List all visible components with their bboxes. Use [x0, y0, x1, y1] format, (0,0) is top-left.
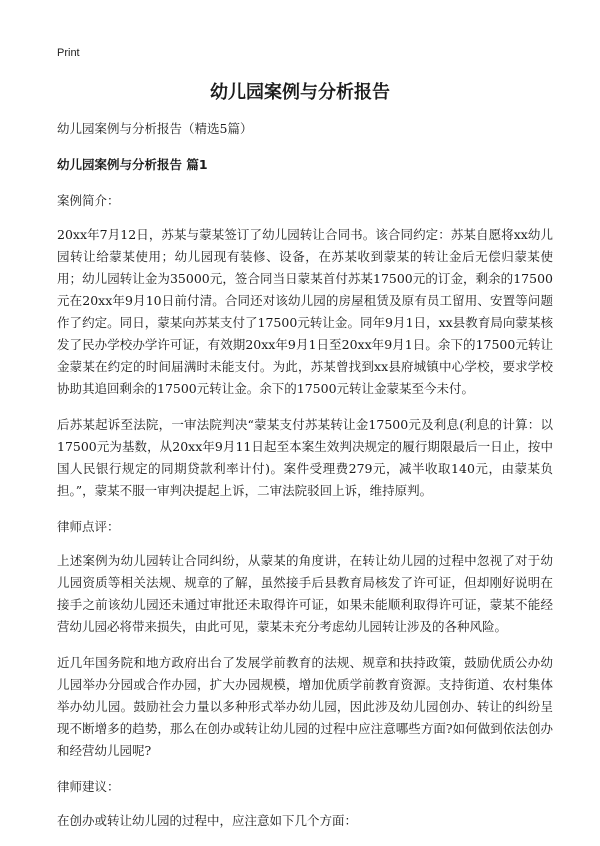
paragraph-advice-intro: 在创办或转让幼儿园的过程中，应注意如下几个方面：: [57, 813, 358, 828]
paragraph-lawyer-comment: 上述案例为幼儿园转让合同纠纷，从蒙某的角度讲，在转让幼儿园的过程中忽视了对于幼儿园资质等相关法规、规章的了解，虽然接手后县教育局核发了许可证，但却刚好说明在接手之前该幼儿园还未通过审批还未取得许可证，如果未能顺利取得许可证，蒙某不能经营幼儿园必将带来损失，由此可见，蒙某未充分考虑幼儿园转让涉及的各种风险。: [57, 553, 553, 634]
print-link[interactable]: Print: [57, 47, 80, 59]
paragraph-court-ruling: 后苏某起诉至法院，一审法院判决“蒙某支付苏某转让金17500元及利息(利息的计算：以17500元为基数，从20xx年9月11日起至本案生效判决规定的履行期限最后一日止，按中国人民银行规定的同期贷款利率计付)。案件受理费279元，减半收取140元，由蒙某负担。”，蒙某不服一审判决提起上诉，二审法院驳回上诉，维持原判。: [57, 417, 553, 498]
document-subtitle: 幼儿园案例与分析报告（精选5篇）: [57, 121, 253, 136]
case-intro-label: 案例简介：: [57, 193, 120, 208]
paragraph-case-facts: 20xx年7月12日，苏某与蒙某签订了幼儿园转让合同书。该合同约定：苏某自愿将xx幼儿园转让给蒙某使用；幼儿园现有装修、设备，在苏某收到蒙某的转让金后无偿归蒙某使用；幼儿园转让金为35000元，签合同当日蒙某首付苏某17500元的订金，剩余的17500元在20xx年9月10日前付清。合同还对该幼儿园的房屋租赁及原有员工留用、安置等问题作了约定。同日，蒙某向苏某支付了17500元转让金。同年9月1日，xx县教育局向蒙某核发了民办学校办学许可证，有效期20xx年9月1日至20xx年9月1日。余下的17500元转让金蒙某在约定的时间届满时未能支付。为此，苏某曾找到xx县府城镇中心学校，要求学校协助其追回剩余的17500元转让金。余下的17500元转让金蒙某至今未付。: [57, 227, 553, 396]
lawyer-comment-label: 律师点评：: [57, 519, 120, 534]
document-body: [57, 118, 553, 846]
page-title: 幼儿园案例与分析报告: [210, 82, 390, 103]
section-heading: 幼儿园案例与分析报告 篇1: [57, 157, 208, 172]
lawyer-advice-label: 律师建议：: [57, 779, 120, 794]
paragraph-policy-background: 近几年国务院和地方政府出台了发展学前教育的法规、规章和扶持政策，鼓励优质公办幼儿园举办分园或合作办园，扩大办园规模，增加优质学前教育资源。支持街道、农村集体举办幼儿园。鼓励社会力量以多种形式举办幼儿园，因此涉及幼儿园创办、转让的纠纷呈现不断增多的趋势，那么在创办或转让幼儿园的过程中应注意哪些方面?如何做到依法创办和经营幼儿园呢?: [57, 655, 553, 758]
